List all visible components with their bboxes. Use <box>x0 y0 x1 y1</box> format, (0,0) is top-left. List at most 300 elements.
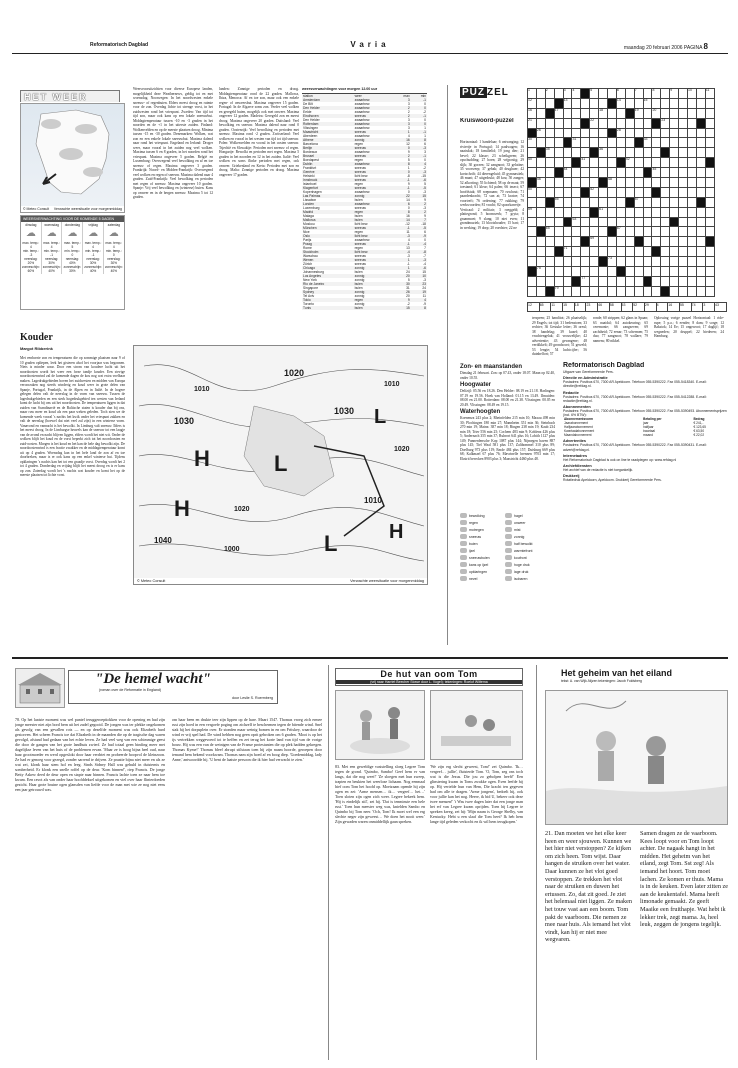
grid-cell[interactable] <box>661 187 670 197</box>
grid-cell[interactable] <box>536 286 545 296</box>
grid-cell[interactable] <box>599 187 608 197</box>
grid-cell[interactable] <box>705 128 714 138</box>
grid-cell[interactable] <box>545 118 554 128</box>
grid-cell[interactable] <box>634 178 643 188</box>
grid-cell[interactable] <box>688 108 697 118</box>
grid-cell[interactable] <box>563 257 572 267</box>
grid-cell[interactable] <box>705 257 714 267</box>
grid-cell[interactable] <box>679 197 688 207</box>
grid-cell[interactable]: 67 <box>616 227 625 237</box>
grid-cell[interactable] <box>634 207 643 217</box>
grid-cell[interactable] <box>536 276 545 286</box>
grid-cell[interactable]: 36 <box>599 148 608 158</box>
grid-cell[interactable] <box>572 148 581 158</box>
grid-cell[interactable] <box>643 227 652 237</box>
grid-cell[interactable] <box>545 257 554 267</box>
grid-cell[interactable] <box>608 108 617 118</box>
grid-cell[interactable] <box>643 108 652 118</box>
grid-cell[interactable] <box>581 98 590 108</box>
grid-cell[interactable] <box>705 98 714 108</box>
grid-cell[interactable]: 14 <box>616 98 625 108</box>
grid-cell[interactable] <box>705 168 714 178</box>
grid-cell[interactable]: 69 <box>590 237 599 247</box>
grid-cell[interactable] <box>608 148 617 158</box>
grid-cell[interactable] <box>661 227 670 237</box>
grid-cell[interactable] <box>652 237 661 247</box>
grid-cell[interactable] <box>705 187 714 197</box>
grid-cell[interactable] <box>661 217 670 227</box>
grid-cell[interactable] <box>705 217 714 227</box>
grid-cell[interactable] <box>599 267 608 277</box>
grid-cell[interactable] <box>608 217 617 227</box>
grid-cell[interactable] <box>599 158 608 168</box>
grid-cell[interactable] <box>590 168 599 178</box>
grid-cell[interactable] <box>528 286 537 296</box>
grid-cell[interactable] <box>563 128 572 138</box>
grid-cell[interactable] <box>625 276 634 286</box>
grid-cell[interactable]: 46 <box>536 178 545 188</box>
grid-cell[interactable] <box>679 138 688 148</box>
grid-cell[interactable] <box>679 98 688 108</box>
grid-cell[interactable]: 23 <box>661 118 670 128</box>
answer-cell[interactable]: 58 <box>609 303 621 312</box>
grid-cell[interactable] <box>590 217 599 227</box>
grid-cell[interactable] <box>616 187 625 197</box>
grid-cell[interactable] <box>625 267 634 277</box>
grid-cell[interactable] <box>536 247 545 257</box>
grid-cell[interactable] <box>581 217 590 227</box>
grid-cell[interactable] <box>661 197 670 207</box>
grid-cell[interactable] <box>688 187 697 197</box>
grid-cell[interactable] <box>688 237 697 247</box>
grid-cell[interactable] <box>616 148 625 158</box>
grid-cell[interactable] <box>554 257 563 267</box>
grid-cell[interactable] <box>652 286 661 296</box>
grid-cell[interactable]: 52 <box>590 187 599 197</box>
grid-cell[interactable]: 9 <box>670 89 679 99</box>
grid-cell[interactable]: 45 <box>652 168 661 178</box>
grid-cell[interactable] <box>670 158 679 168</box>
grid-cell[interactable] <box>536 158 545 168</box>
answer-cell[interactable]: 23 <box>586 303 598 312</box>
grid-cell[interactable] <box>545 158 554 168</box>
grid-cell[interactable] <box>599 276 608 286</box>
grid-cell[interactable] <box>563 187 572 197</box>
grid-cell[interactable] <box>554 217 563 227</box>
grid-cell[interactable]: 61 <box>599 207 608 217</box>
grid-cell[interactable] <box>572 267 581 277</box>
grid-cell[interactable] <box>643 257 652 267</box>
grid-cell[interactable] <box>554 89 563 99</box>
grid-cell[interactable]: 3 <box>563 89 572 99</box>
grid-cell[interactable] <box>599 89 608 99</box>
grid-cell[interactable]: 79 <box>554 286 563 296</box>
grid-cell[interactable]: 40 <box>528 158 537 168</box>
grid-cell[interactable] <box>688 178 697 188</box>
grid-cell[interactable] <box>679 148 688 158</box>
grid-cell[interactable] <box>581 178 590 188</box>
grid-cell[interactable] <box>608 118 617 128</box>
grid-cell[interactable] <box>528 227 537 237</box>
answer-cell[interactable]: 46 <box>598 303 610 312</box>
grid-cell[interactable] <box>616 207 625 217</box>
grid-cell[interactable] <box>670 237 679 247</box>
grid-cell[interactable] <box>536 138 545 148</box>
grid-cell[interactable] <box>545 178 554 188</box>
grid-cell[interactable] <box>634 257 643 267</box>
grid-cell[interactable]: 33 <box>643 138 652 148</box>
grid-cell[interactable]: 22 <box>590 118 599 128</box>
grid-cell[interactable] <box>536 237 545 247</box>
grid-cell[interactable] <box>643 178 652 188</box>
answer-cell[interactable]: 74 <box>691 303 703 312</box>
grid-cell[interactable] <box>536 187 545 197</box>
grid-cell[interactable] <box>679 247 688 257</box>
grid-cell[interactable] <box>554 148 563 158</box>
grid-cell[interactable] <box>705 138 714 148</box>
grid-cell[interactable]: 5 <box>590 89 599 99</box>
grid-cell[interactable] <box>670 276 679 286</box>
grid-cell[interactable] <box>670 207 679 217</box>
grid-cell[interactable] <box>643 148 652 158</box>
grid-cell[interactable] <box>581 138 590 148</box>
grid-cell[interactable] <box>661 207 670 217</box>
grid-cell[interactable] <box>528 217 537 227</box>
grid-cell[interactable] <box>688 207 697 217</box>
grid-cell[interactable]: 48 <box>608 178 617 188</box>
grid-cell[interactable] <box>652 227 661 237</box>
grid-cell[interactable] <box>616 118 625 128</box>
grid-cell[interactable] <box>652 217 661 227</box>
grid-cell[interactable] <box>661 98 670 108</box>
grid-cell[interactable] <box>572 118 581 128</box>
grid-cell[interactable] <box>563 118 572 128</box>
grid-cell[interactable] <box>572 227 581 237</box>
grid-cell[interactable] <box>661 237 670 247</box>
grid-cell[interactable] <box>554 267 563 277</box>
grid-cell[interactable] <box>581 197 590 207</box>
grid-cell[interactable] <box>670 187 679 197</box>
grid-cell[interactable] <box>572 187 581 197</box>
grid-cell[interactable] <box>652 178 661 188</box>
grid-cell[interactable] <box>688 217 697 227</box>
grid-cell[interactable] <box>625 257 634 267</box>
grid-cell[interactable]: 73 <box>608 257 617 267</box>
grid-cell[interactable] <box>679 128 688 138</box>
grid-cell[interactable] <box>616 237 625 247</box>
grid-cell[interactable] <box>705 247 714 257</box>
grid-cell[interactable] <box>572 257 581 267</box>
grid-cell[interactable] <box>536 207 545 217</box>
grid-cell[interactable] <box>688 158 697 168</box>
grid-cell[interactable] <box>643 89 652 99</box>
answer-cell[interactable]: 16 <box>668 303 680 312</box>
grid-cell[interactable]: 50 <box>528 187 537 197</box>
grid-cell[interactable]: 8 <box>652 89 661 99</box>
grid-cell[interactable] <box>688 197 697 207</box>
grid-cell[interactable] <box>625 247 634 257</box>
grid-cell[interactable] <box>608 207 617 217</box>
answer-cell[interactable]: 12 <box>528 303 540 312</box>
grid-cell[interactable] <box>679 237 688 247</box>
grid-cell[interactable] <box>599 247 608 257</box>
grid-cell[interactable] <box>679 276 688 286</box>
grid-cell[interactable] <box>545 276 554 286</box>
grid-cell[interactable] <box>545 128 554 138</box>
grid-cell[interactable] <box>554 237 563 247</box>
grid-cell[interactable] <box>563 286 572 296</box>
grid-cell[interactable] <box>679 108 688 118</box>
answer-cell[interactable]: 4 <box>656 303 668 312</box>
grid-cell[interactable] <box>679 187 688 197</box>
grid-cell[interactable] <box>528 247 537 257</box>
grid-cell[interactable] <box>652 148 661 158</box>
grid-cell[interactable] <box>563 148 572 158</box>
grid-cell[interactable] <box>643 267 652 277</box>
grid-cell[interactable] <box>696 276 705 286</box>
grid-cell[interactable]: 26 <box>536 128 545 138</box>
grid-cell[interactable] <box>634 267 643 277</box>
grid-cell[interactable] <box>536 98 545 108</box>
grid-cell[interactable]: 1 <box>528 89 537 99</box>
grid-cell[interactable] <box>599 168 608 178</box>
grid-cell[interactable] <box>705 108 714 118</box>
grid-cell[interactable] <box>688 128 697 138</box>
grid-cell[interactable] <box>536 197 545 207</box>
grid-cell[interactable] <box>554 158 563 168</box>
grid-cell[interactable] <box>554 187 563 197</box>
grid-cell[interactable] <box>590 108 599 118</box>
answer-cell[interactable]: 18 <box>574 303 586 312</box>
grid-cell[interactable] <box>661 89 670 99</box>
grid-cell[interactable] <box>679 178 688 188</box>
grid-cell[interactable] <box>581 207 590 217</box>
grid-cell[interactable] <box>590 197 599 207</box>
grid-cell[interactable] <box>634 118 643 128</box>
grid-cell[interactable] <box>625 237 634 247</box>
grid-cell[interactable] <box>616 108 625 118</box>
grid-cell[interactable] <box>670 178 679 188</box>
grid-cell[interactable] <box>652 197 661 207</box>
grid-cell[interactable] <box>661 257 670 267</box>
grid-cell[interactable] <box>634 168 643 178</box>
grid-cell[interactable] <box>679 217 688 227</box>
grid-cell[interactable] <box>688 276 697 286</box>
grid-cell[interactable] <box>545 267 554 277</box>
grid-cell[interactable]: 20 <box>652 108 661 118</box>
grid-cell[interactable]: 41 <box>581 158 590 168</box>
grid-cell[interactable]: 75 <box>536 267 545 277</box>
grid-cell[interactable] <box>572 168 581 178</box>
grid-cell[interactable] <box>634 98 643 108</box>
grid-cell[interactable] <box>572 108 581 118</box>
grid-cell[interactable] <box>679 227 688 237</box>
grid-cell[interactable] <box>634 276 643 286</box>
grid-cell[interactable] <box>670 128 679 138</box>
grid-cell[interactable] <box>696 257 705 267</box>
grid-cell[interactable] <box>670 267 679 277</box>
grid-cell[interactable] <box>554 178 563 188</box>
grid-cell[interactable]: 16 <box>528 108 537 118</box>
grid-cell[interactable] <box>661 108 670 118</box>
grid-cell[interactable] <box>643 197 652 207</box>
grid-cell[interactable] <box>563 108 572 118</box>
grid-cell[interactable]: 44 <box>563 168 572 178</box>
grid-cell[interactable] <box>563 207 572 217</box>
grid-cell[interactable]: 10 <box>688 89 697 99</box>
grid-cell[interactable] <box>661 158 670 168</box>
grid-cell[interactable] <box>608 187 617 197</box>
grid-cell[interactable] <box>625 187 634 197</box>
grid-cell[interactable]: 57 <box>634 197 643 207</box>
grid-cell[interactable] <box>634 187 643 197</box>
grid-cell[interactable] <box>652 267 661 277</box>
grid-cell[interactable] <box>679 267 688 277</box>
grid-cell[interactable] <box>661 276 670 286</box>
grid-cell[interactable] <box>643 247 652 257</box>
grid-cell[interactable] <box>625 168 634 178</box>
grid-cell[interactable] <box>634 247 643 257</box>
grid-cell[interactable] <box>608 267 617 277</box>
grid-cell[interactable] <box>696 148 705 158</box>
grid-cell[interactable] <box>528 257 537 267</box>
grid-cell[interactable] <box>608 138 617 148</box>
grid-cell[interactable] <box>625 98 634 108</box>
grid-cell[interactable] <box>545 187 554 197</box>
grid-cell[interactable]: 7 <box>634 89 643 99</box>
grid-cell[interactable] <box>590 286 599 296</box>
grid-cell[interactable] <box>679 257 688 267</box>
grid-cell[interactable]: 15 <box>643 98 652 108</box>
grid-cell[interactable] <box>696 217 705 227</box>
grid-cell[interactable] <box>670 118 679 128</box>
grid-cell[interactable] <box>616 197 625 207</box>
grid-cell[interactable] <box>643 118 652 128</box>
grid-cell[interactable] <box>599 237 608 247</box>
grid-cell[interactable] <box>536 108 545 118</box>
grid-cell[interactable]: 13 <box>563 98 572 108</box>
answer-cell[interactable]: 3 <box>703 303 715 312</box>
grid-cell[interactable]: 35 <box>545 148 554 158</box>
grid-cell[interactable]: 31 <box>572 138 581 148</box>
grid-cell[interactable] <box>705 276 714 286</box>
grid-cell[interactable] <box>696 108 705 118</box>
grid-cell[interactable] <box>696 207 705 217</box>
grid-cell[interactable] <box>581 257 590 267</box>
grid-cell[interactable] <box>696 267 705 277</box>
grid-cell[interactable] <box>616 178 625 188</box>
grid-cell[interactable] <box>670 197 679 207</box>
grid-cell[interactable] <box>670 247 679 257</box>
grid-cell[interactable]: 2 <box>545 89 554 99</box>
grid-cell[interactable] <box>652 138 661 148</box>
grid-cell[interactable] <box>590 128 599 138</box>
grid-cell[interactable] <box>563 227 572 237</box>
grid-cell[interactable]: 6 <box>616 89 625 99</box>
grid-cell[interactable] <box>608 89 617 99</box>
grid-cell[interactable] <box>652 207 661 217</box>
grid-cell[interactable] <box>670 227 679 237</box>
grid-cell[interactable] <box>572 197 581 207</box>
grid-cell[interactable] <box>705 148 714 158</box>
grid-cell[interactable] <box>696 237 705 247</box>
grid-cell[interactable] <box>679 168 688 178</box>
grid-cell[interactable] <box>705 267 714 277</box>
grid-cell[interactable] <box>581 168 590 178</box>
grid-cell[interactable] <box>554 128 563 138</box>
grid-cell[interactable] <box>705 197 714 207</box>
grid-cell[interactable] <box>616 168 625 178</box>
grid-cell[interactable] <box>581 227 590 237</box>
grid-cell[interactable] <box>563 197 572 207</box>
grid-cell[interactable] <box>608 158 617 168</box>
answer-cell[interactable]: 29 <box>644 303 656 312</box>
grid-cell[interactable]: 65 <box>545 227 554 237</box>
grid-cell[interactable]: 63 <box>572 217 581 227</box>
grid-cell[interactable] <box>688 247 697 257</box>
grid-cell[interactable] <box>616 247 625 257</box>
grid-cell[interactable] <box>696 98 705 108</box>
grid-cell[interactable] <box>536 118 545 128</box>
grid-cell[interactable] <box>625 118 634 128</box>
grid-cell[interactable] <box>696 178 705 188</box>
grid-cell[interactable] <box>625 217 634 227</box>
grid-cell[interactable] <box>688 118 697 128</box>
answer-cell[interactable]: 55 <box>679 303 691 312</box>
grid-cell[interactable] <box>536 217 545 227</box>
grid-cell[interactable] <box>572 286 581 296</box>
grid-cell[interactable] <box>572 247 581 257</box>
grid-cell[interactable] <box>696 168 705 178</box>
grid-cell[interactable] <box>670 168 679 178</box>
grid-cell[interactable] <box>554 118 563 128</box>
grid-cell[interactable] <box>643 158 652 168</box>
grid-cell[interactable] <box>670 98 679 108</box>
grid-cell[interactable] <box>608 276 617 286</box>
grid-cell[interactable]: 59 <box>528 207 537 217</box>
grid-cell[interactable] <box>528 276 537 286</box>
grid-cell[interactable] <box>688 98 697 108</box>
grid-cell[interactable] <box>661 247 670 257</box>
grid-cell[interactable]: 4 <box>572 89 581 99</box>
grid-cell[interactable] <box>545 207 554 217</box>
grid-cell[interactable] <box>688 227 697 237</box>
grid-cell[interactable] <box>581 286 590 296</box>
grid-cell[interactable] <box>608 286 617 296</box>
grid-cell[interactable] <box>670 148 679 158</box>
grid-cell[interactable] <box>679 118 688 128</box>
grid-cell[interactable] <box>545 168 554 178</box>
grid-cell[interactable] <box>590 247 599 257</box>
grid-cell[interactable] <box>599 217 608 227</box>
grid-cell[interactable] <box>688 148 697 158</box>
grid-cell[interactable] <box>696 286 705 296</box>
grid-cell[interactable] <box>545 98 554 108</box>
grid-cell[interactable] <box>688 257 697 267</box>
answer-cell[interactable]: 15 <box>563 303 575 312</box>
grid-cell[interactable] <box>696 187 705 197</box>
grid-cell[interactable] <box>528 197 537 207</box>
grid-cell[interactable] <box>554 227 563 237</box>
answer-cell[interactable]: 43 <box>715 303 727 312</box>
grid-cell[interactable] <box>625 207 634 217</box>
grid-cell[interactable] <box>572 237 581 247</box>
grid-cell[interactable] <box>572 207 581 217</box>
grid-cell[interactable] <box>670 257 679 267</box>
grid-cell[interactable] <box>634 227 643 237</box>
grid-cell[interactable] <box>705 118 714 128</box>
grid-cell[interactable] <box>554 276 563 286</box>
